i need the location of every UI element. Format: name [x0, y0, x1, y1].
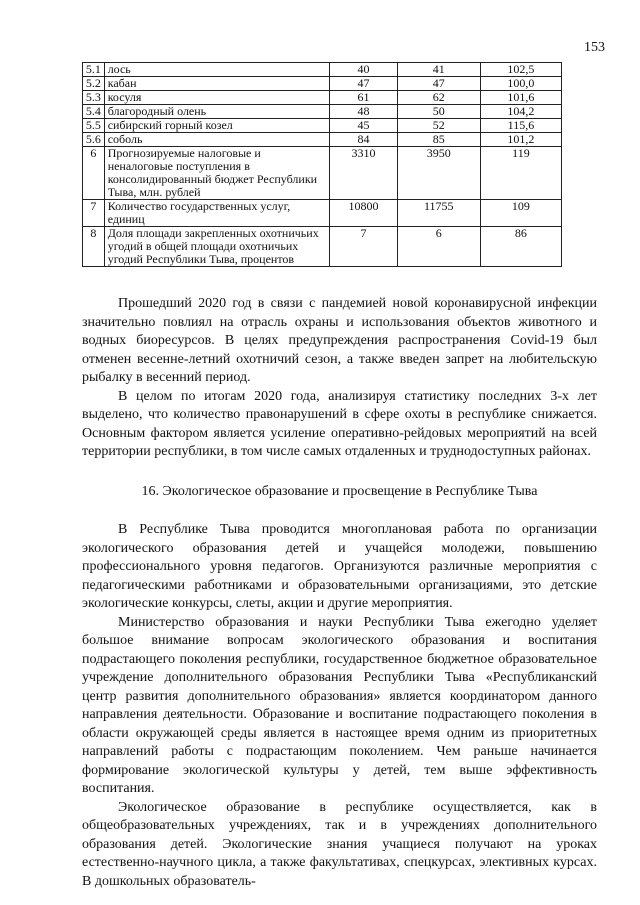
indicators-table [82, 62, 562, 267]
row-name-cell: сибирский горный козел [104, 119, 330, 133]
row-index-cell: 5.5 [83, 119, 105, 133]
percent-cell: 115,6 [480, 119, 561, 133]
value-2020-cell: 47 [397, 77, 480, 91]
row-name-cell: лось [104, 63, 330, 77]
row-name-cell: кабан [104, 77, 330, 91]
row-index-cell: 5.2 [83, 77, 105, 91]
percent-cell: 100,0 [480, 77, 561, 91]
table-row [83, 147, 562, 200]
value-2020-cell: 11755 [397, 200, 480, 227]
table-row [83, 91, 562, 105]
row-index-cell: 5.1 [83, 63, 105, 77]
value-2019-cell: 7 [330, 227, 397, 267]
percent-cell: 119 [480, 147, 561, 200]
table-row [83, 227, 562, 267]
table-row [83, 119, 562, 133]
paragraph: Министерство образования и науки Республики Тыва ежегодно уделяет большое внимание вопросам экологического образования и воспитания подрастающего поколения республики, государственное бюджетное образовательное учреждение дополнительного образования Республики Тыва «Республиканский центр развития дополнительного образования» является координатором данного направления деятельности. Образование и воспитание подрастающего поколения в области окружающей среды является в настоящее время одним из приоритетных направлений работы с подрастающим поколением. Чем раньше начинается формирование экологической культуры у детей, тем выше эффективность воспитания. [82, 614, 597, 796]
value-2020-cell: 3950 [397, 147, 480, 200]
value-2020-cell: 6 [397, 227, 480, 267]
value-2020-cell: 41 [397, 63, 480, 77]
text-block-top [82, 295, 597, 462]
percent-cell: 101,6 [480, 91, 561, 105]
paragraph: Прошедший 2020 год в связи с пандемией новой коронавирусной инфекции значительно повлиял на отрасль охраны и использования объектов животного и водных биоресурсов. В целях предупреждения распространения Covid-19 был отменен весенне-летний охотничий сезон, а также введен запрет на любительскую рыбалку в весенний период. [82, 296, 597, 385]
value-2019-cell: 40 [330, 63, 397, 77]
row-name-cell: Количество государственных услуг, единиц [104, 200, 330, 227]
section-heading: 16. Экологическое образование и просвещение в Республике Тыва [141, 484, 538, 499]
table-row [83, 105, 562, 119]
percent-cell: 102,5 [480, 63, 561, 77]
row-name-cell: Доля площади закрепленных охотничьих угодий в общей площади охотничьих угодий Республики Тыва, процентов [104, 227, 330, 267]
page-number: 153 [584, 40, 605, 55]
row-name-cell: косуля [104, 91, 330, 105]
row-index-cell: 5.3 [83, 91, 105, 105]
table-row [83, 200, 562, 227]
table-row [83, 63, 562, 77]
percent-cell: 109 [480, 200, 561, 227]
value-2020-cell: 52 [397, 119, 480, 133]
row-index-cell: 8 [83, 227, 105, 267]
value-2020-cell: 62 [397, 91, 480, 105]
value-2019-cell: 3310 [330, 147, 397, 200]
paragraph: В целом по итогам 2020 года, анализируя статистику последних 3-х лет выделено, что количество правонарушений в сфере охоты в республике снижается. Основным фактором является усиление оперативно-рейдовых мероприятий на всей территории республики, в том числе самых отдаленных и труднодоступных районах. [82, 388, 597, 459]
paragraph: В Республике Тыва проводится многоплановая работа по организации экологического образования детей и учащейся молодежи, повышению профессионального уровня педагогов. Организуются различные мероприятия с педагогическими работниками и образовательными организациями, это детские экологические конкурсы, слеты, акции и другие мероприятия. [82, 522, 597, 611]
row-index-cell: 6 [83, 147, 105, 200]
row-index-cell: 5.6 [83, 133, 105, 147]
row-index-cell: 5.4 [83, 105, 105, 119]
value-2019-cell: 45 [330, 119, 397, 133]
value-2019-cell: 10800 [330, 200, 397, 227]
row-index-cell: 7 [83, 200, 105, 227]
row-name-cell: благородный олень [104, 105, 330, 119]
table-row [83, 133, 562, 147]
table-row [83, 77, 562, 91]
percent-cell: 104,2 [480, 105, 561, 119]
text-block-bottom [82, 521, 597, 891]
row-name-cell: Прогнозируемые налоговые и неналоговые поступления в консолидированный бюджет Республики Тыва, млн. рублей [104, 147, 330, 200]
paragraph: Экологическое образование в республике осуществляется, как в общеобразовательных учреждениях, так и в учреждениях дополнительного образования детей. Экологические знания учащиеся получают на уроках естественно-научного цикла, а также факультативах, спецкурсах, элективных курсах. В дошкольных образователь- [82, 799, 597, 889]
row-name-cell: соболь [104, 133, 330, 147]
table-body [83, 63, 562, 267]
percent-cell: 86 [480, 227, 561, 267]
percent-cell: 101,2 [480, 133, 561, 147]
value-2020-cell: 50 [397, 105, 480, 119]
value-2020-cell: 85 [397, 133, 480, 147]
value-2019-cell: 84 [330, 133, 397, 147]
value-2019-cell: 47 [330, 77, 397, 91]
value-2019-cell: 61 [330, 91, 397, 105]
value-2019-cell: 48 [330, 105, 397, 119]
